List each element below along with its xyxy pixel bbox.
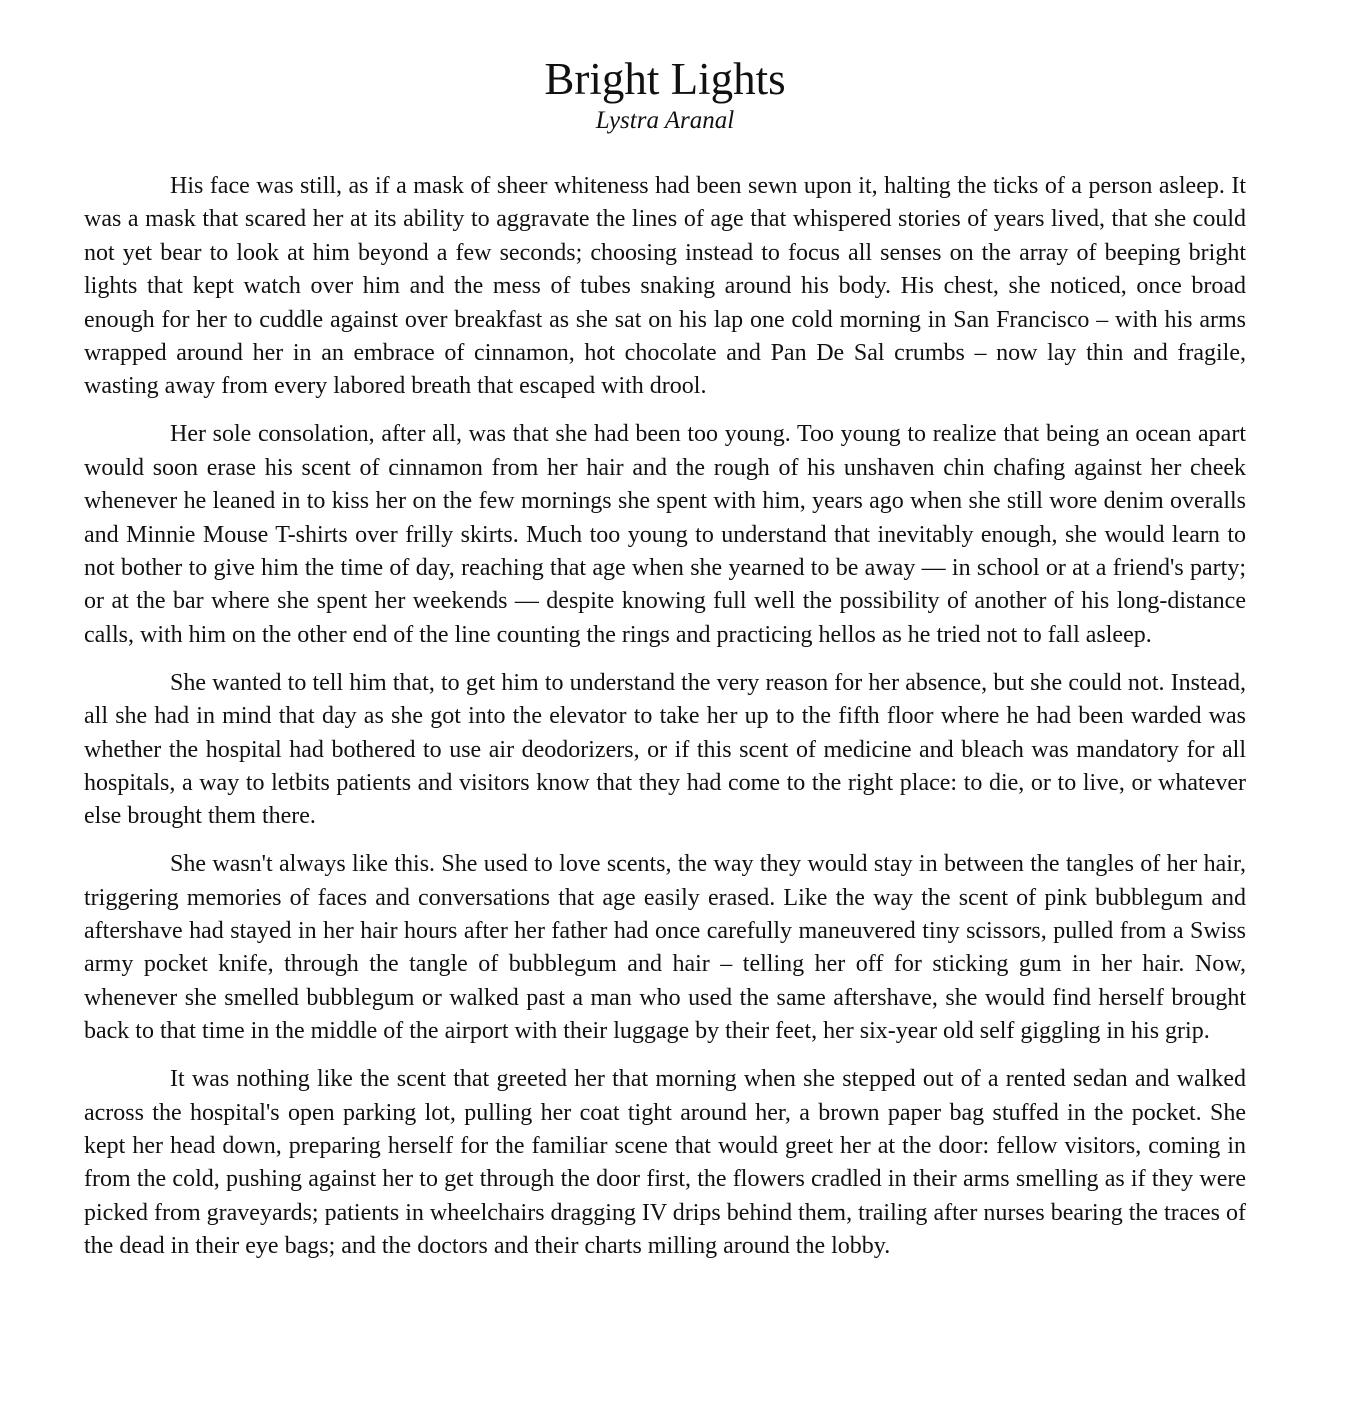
- paragraph: Her sole consolation, after all, was that she had been too young. Too young to realize that being an ocean apart would soon erase his scent of cinnamon from her hair and the rough of his unshaven chin chafing against her cheek whenever he leaned in to kiss her on the few mornings she spent with him, years ago when she still wore denim overalls and Minnie Mouse T-shirts over frilly skirts. Much too young to understand that inevitably enough, she would learn to not bother to give him the time of day, reaching that age when she yearned to be away — in school or at a friend's party; or at the bar where she spent her weekends — despite knowing full well the possibility of another of his long-distance calls, with him on the other end of the line counting the rings and practicing hellos as he tried not to fall asleep.: [84, 421, 1246, 648]
- document-page: [84, 52, 1246, 1278]
- document-title: Bright Lights: [544, 54, 786, 104]
- paragraph: His face was still, as if a mask of sheer whiteness had been sewn upon it, halting the ticks of a person asleep. It was a mask that scared her at its ability to aggravate the lines of age that whispered stories of years lived, that she could not yet bear to look at him beyond a few seconds; choosing instead to focus all senses on the array of beeping bright lights that kept watch over him and the mess of tubes snaking around his body. His chest, she noticed, once broad enough for her to cuddle against over breakfast as she sat on his lap one cold morning in San Francisco – with his arms wrapped around her in an embrace of cinnamon, hot chocolate and Pan De Sal crumbs – now lay thin and fragile, wasting away from every labored breath that escaped with drool.: [84, 173, 1246, 400]
- paragraph: She wanted to tell him that, to get him to understand the very reason for her absence, but she could not. Instead, all she had in mind that day as she got into the elevator to take her up to the fifth floor where he had been warded was whether the hospital had bothered to use air deodorizers, or if this scent of medicine and bleach was mandatory for all hospitals, a way to letbits patients and visitors know that they had come to the right place: to die, or to live, or whatever else brought them there.: [84, 669, 1246, 830]
- paragraph: It was nothing like the scent that greeted her that morning when she stepped out of a rented sedan and walked across the hospital's open parking lot, pulling her coat tight around her, a brown paper bag stuffed in the pocket. She kept her head down, preparing herself for the familiar scene that would greet her at the door: fellow visitors, coming in from the cold, pushing against her to get through the door first, the flowers cradled in their arms smelling as if they were picked from graveyards; patients in wheelchairs dragging IV drips behind them, trailing after nurses bearing the traces of the dead in their eye bags; and the doctors and their charts milling around the lobby.: [84, 1066, 1246, 1260]
- document-author: Lystra Aranal: [595, 107, 735, 134]
- story-body: [84, 170, 1246, 1264]
- paragraph: She wasn't always like this. She used to love scents, the way they would stay in between the tangles of her hair, triggering memories of faces and conversations that age easily erased. Like the way the scent of pink bubblegum and aftershave had stayed in her hair hours after her father had once carefully maneuvered tiny scissors, pulled from a Swiss army pocket knife, through the tangle of bubblegum and hair – telling her off for sticking gum in her hair. Now, whenever she smelled bubblegum or walked past a man who used the same aftershave, she would find herself brought back to that time in the middle of the airport with their luggage by their feet, her six-year old self giggling in his grip.: [84, 851, 1246, 1045]
